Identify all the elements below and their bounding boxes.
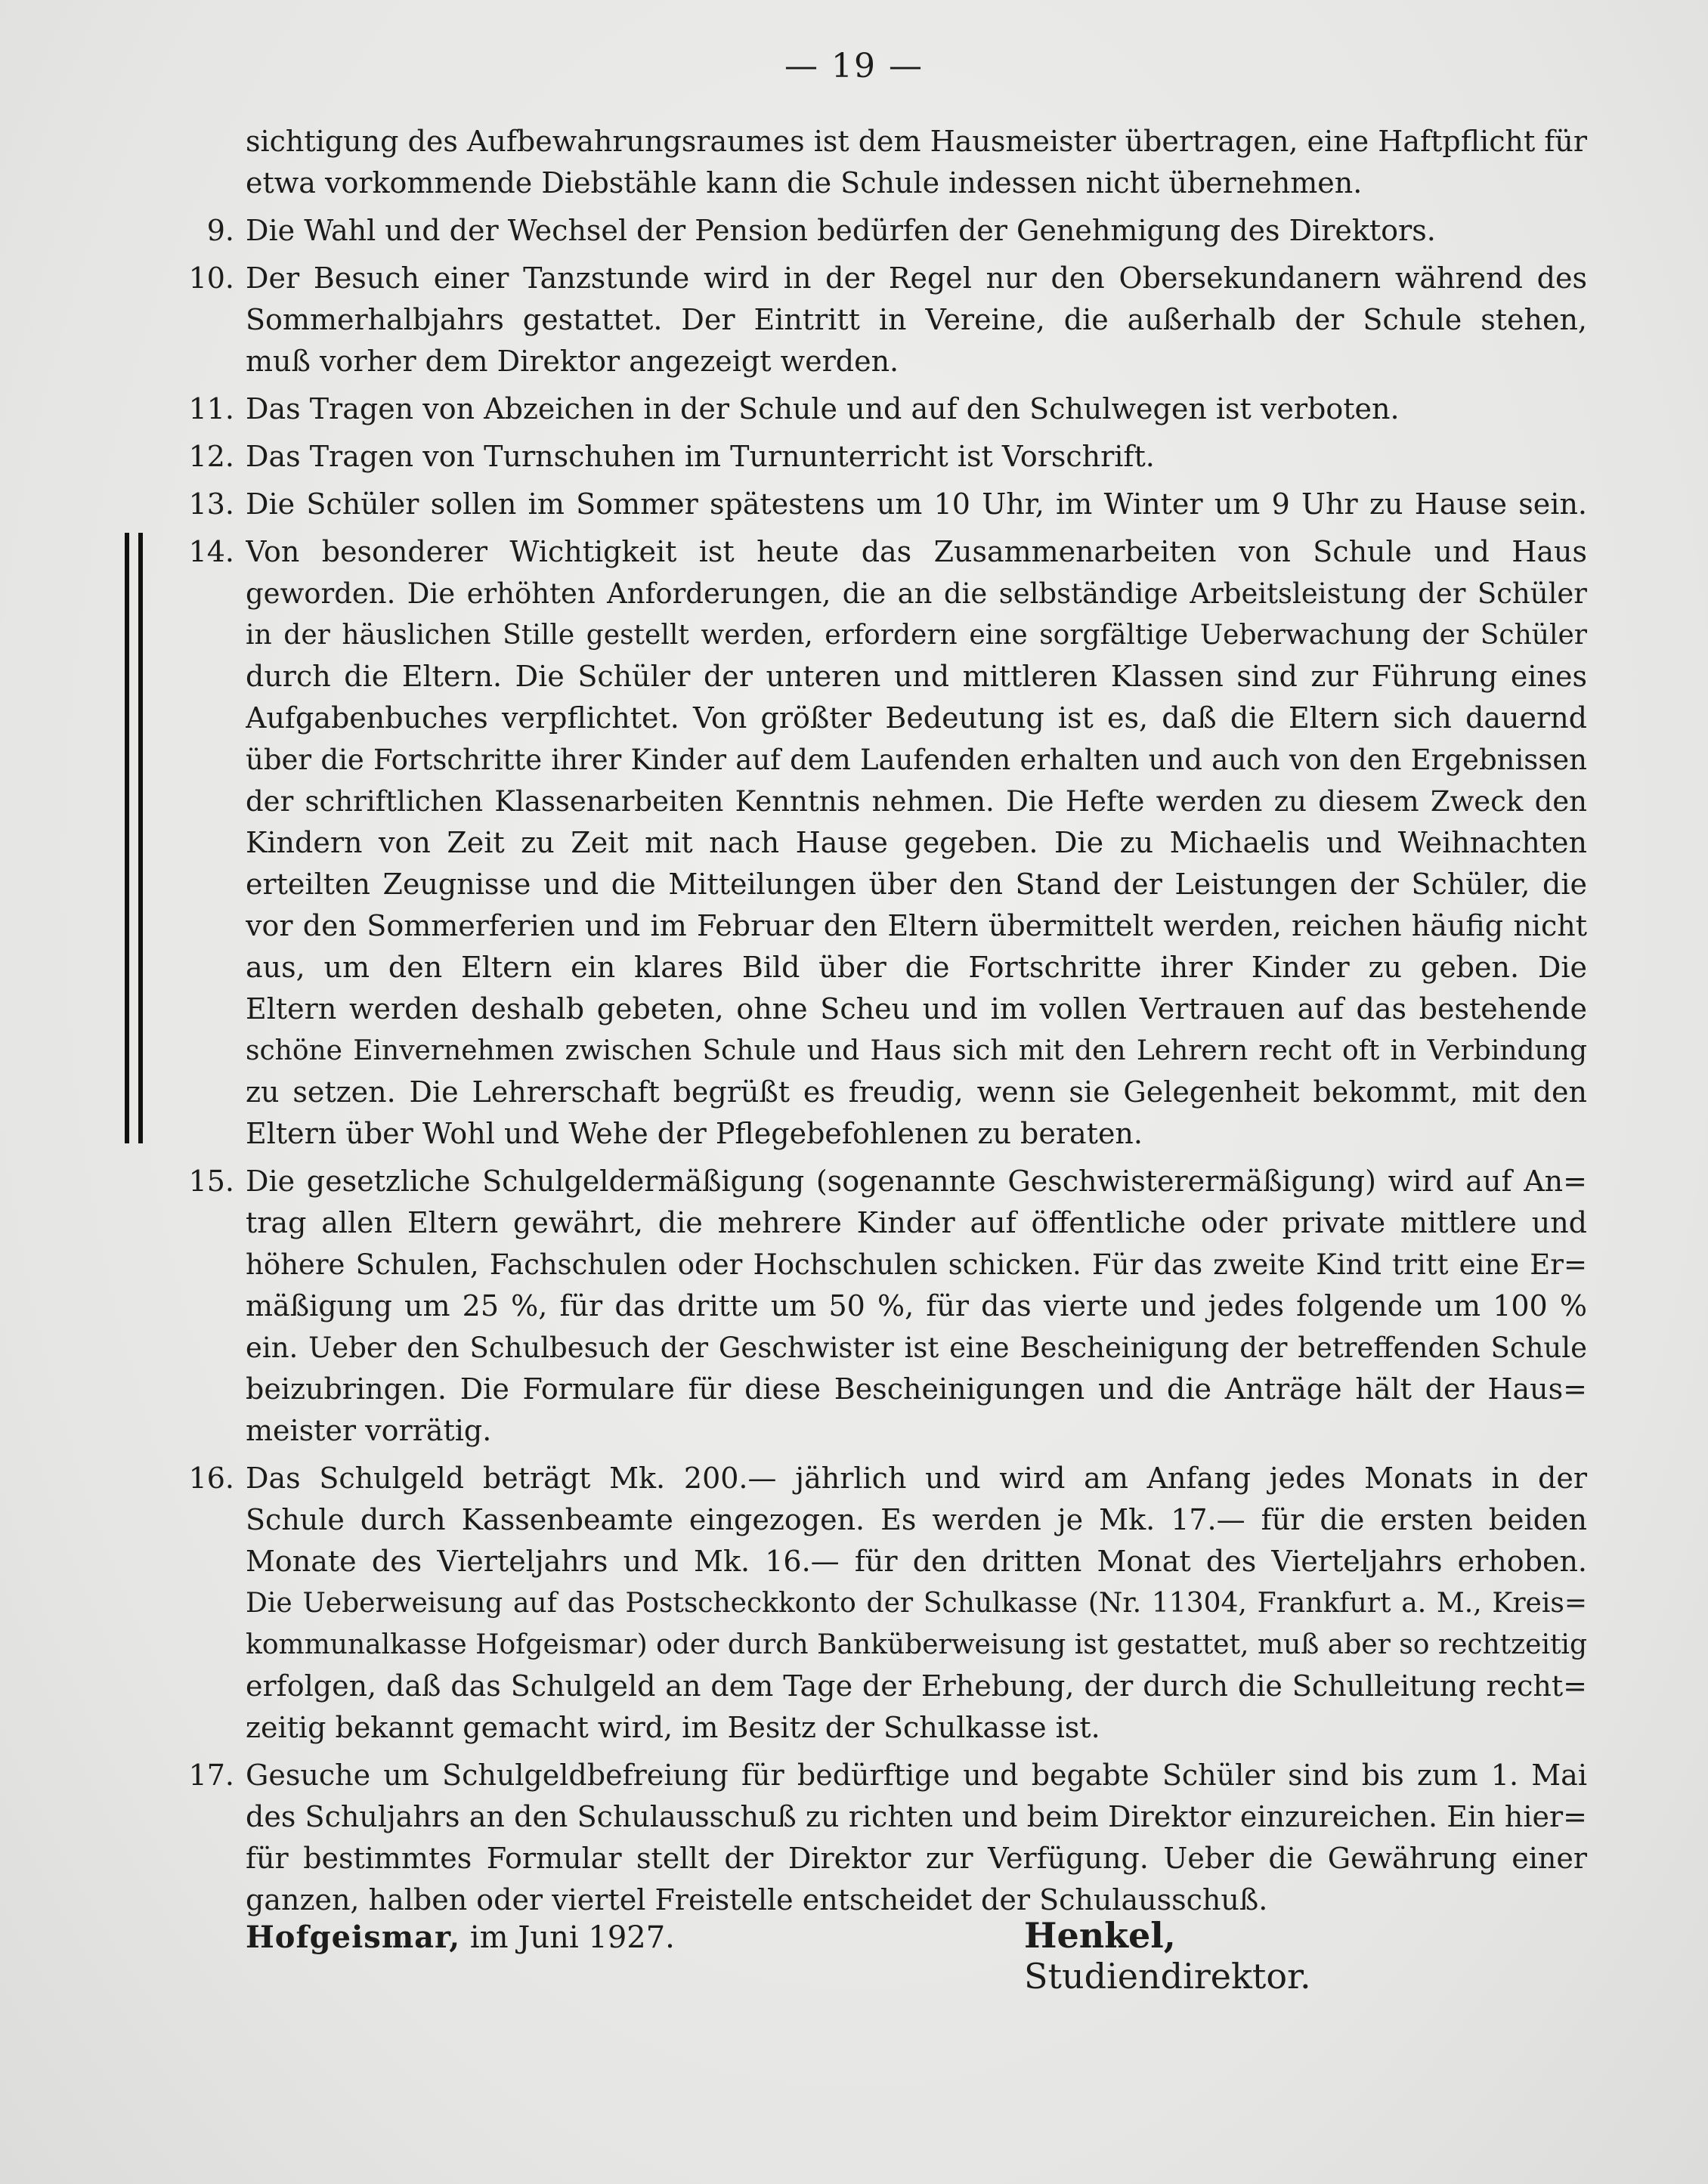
margin-marker-bar (138, 533, 143, 1143)
text-line: meister vorrätig. (246, 1414, 492, 1447)
text-line: Das Tragen von Abzeichen in der Schule und auf den Schulwegen ist verboten. (246, 392, 1400, 425)
text-line: Die Ueberweisung auf das Postscheckkonto der Schulkasse (Nr. 11304, Frankfurt a. M., Kreis= (246, 1588, 1587, 1619)
item-number: 12. (188, 440, 234, 473)
text-line: kommunalkasse Hofgeismar) oder durch Banküberweisung ist gestattet, muß aber so rechtzeitig (246, 1629, 1587, 1660)
text-line: Eltern über Wohl und Wehe der Pflegebefohlenen zu beraten. (246, 1117, 1143, 1150)
text-line: Der Besuch einer Tanzstunde wird in der Regel nur den Obersekundanern während des (246, 261, 1587, 295)
text-line: trag allen Eltern gewährt, die mehrere Kinder auf öffentliche oder private mittlere und (246, 1206, 1587, 1239)
text-line: mäßigung um 25 %, für das dritte um 50 %, für das vierte und jedes folgende um 100 % (246, 1289, 1587, 1322)
date-text: im Juni 1927. (469, 1920, 675, 1955)
text-line: Gesuche um Schulgeldbefreiung für bedürftige und begabte Schüler sind bis zum 1. Mai (246, 1759, 1587, 1792)
text-line: für bestimmtes Formular stellt der Direktor zur Verfügung. Ueber die Gewährung einer (246, 1842, 1587, 1875)
rule-item-17 (159, 1755, 1587, 1921)
rule-item-16 (159, 1458, 1587, 1749)
text-line: höhere Schulen, Fachschulen oder Hochschulen schicken. Für das zweite Kind tritt eine Er= (246, 1248, 1587, 1281)
item-number: 13. (188, 487, 234, 521)
item-number: 11. (188, 392, 234, 425)
item-number: 17. (188, 1759, 234, 1792)
text-line: Sommerhalbjahrs gestattet. Der Eintritt in Vereine, die außerhalb der Schule stehen, (246, 303, 1587, 336)
text-line: durch die Eltern. Die Schüler der unteren und mittleren Klassen sind zur Führung eines (246, 660, 1587, 693)
text-line: Die Schüler sollen im Sommer spätestens um 10 Uhr, im Winter um 9 Uhr zu Hause sein. (246, 487, 1587, 521)
item-number: 14. (188, 535, 234, 568)
rule-item-14 (159, 531, 1587, 1155)
text-line: vor den Sommerferien und im Februar den Eltern übermittelt werden, reichen häufig nicht (246, 909, 1587, 942)
text-line: Schule durch Kassenbeamte eingezogen. Es werden je Mk. 17.— für die ersten beiden (246, 1503, 1587, 1536)
text-line: Das Schulgeld beträgt Mk. 200.— jährlich und wird am Anfang jedes Monats in der (246, 1462, 1587, 1495)
text-line: sichtigung des Aufbewahrungsraumes ist dem Hausmeister übertragen, eine Haftpflicht für (246, 125, 1587, 158)
text-line: erfolgen, daß das Schulgeld an dem Tage der Erhebung, der durch die Schulleitung recht= (246, 1669, 1587, 1703)
signature-block (246, 1915, 1455, 1997)
text-line: muß vorher dem Direktor angezeigt werden. (246, 345, 899, 378)
text-line: Kindern von Zeit zu Zeit mit nach Hause gegeben. Die zu Michaelis und Weihnachten (246, 826, 1587, 859)
place-name: Hofgeismar, (246, 1920, 461, 1955)
text-line: Eltern werden deshalb gebeten, ohne Scheu und im vollen Vertrauen auf das bestehende (246, 992, 1587, 1025)
rule-item-13 (159, 484, 1587, 525)
signatory-title: Studiendirektor. (1024, 1956, 1311, 1997)
text-line: zu setzen. Die Lehrerschaft begrüßt es freudig, wenn sie Gelegenheit bekommt, mit den (246, 1075, 1587, 1109)
rule-item-9 (159, 210, 1587, 252)
text-line: aus, um den Eltern ein klares Bild über die Fortschritte ihrer Kinder zu geben. Die (246, 951, 1587, 984)
text-line: des Schuljahrs an den Schulausschuß zu richten und beim Direktor einzureichen. Ein hier= (246, 1800, 1587, 1833)
body-text (159, 121, 1587, 1921)
rule-item-15 (159, 1161, 1587, 1452)
text-line: der schriftlichen Klassenarbeiten Kenntnis nehmen. Die Hefte werden zu diesem Zweck den (246, 785, 1587, 818)
place-date (246, 1920, 675, 1955)
text-line: über die Fortschritte ihrer Kinder auf dem Laufenden erhalten und auch von den Ergebnissen (246, 744, 1587, 776)
signatory (1024, 1915, 1455, 1997)
text-line: ein. Ueber den Schulbesuch der Geschwister ist eine Bescheinigung der betreffenden Schule (246, 1332, 1587, 1364)
text-line: zeitig bekannt gemacht wird, im Besitz der Schulkasse ist. (246, 1711, 1100, 1744)
page-number: — 19 — (784, 47, 924, 85)
text-line: erteilten Zeugnisse und die Mitteilungen über den Stand der Leistungen der Schüler, die (246, 868, 1587, 901)
rule-item-12 (159, 436, 1587, 478)
text-line: Aufgabenbuches verpflichtet. Von größter Bedeutung ist es, daß die Eltern sich dauernd (246, 701, 1587, 735)
text-line: Die Wahl und der Wechsel der Pension bedürfen der Genehmigung des Direktors. (246, 214, 1436, 247)
rule-item-10 (159, 258, 1587, 382)
item-number: 16. (188, 1462, 234, 1495)
text-line: Die gesetzliche Schulgeldermäßigung (sogenannte Geschwisterermäßigung) wird auf An= (246, 1165, 1587, 1198)
margin-marker-bar (125, 533, 129, 1143)
text-line: schöne Einvernehmen zwischen Schule und Haus sich mit den Lehrern recht oft in Verbindung (246, 1035, 1587, 1066)
text-line: Das Tragen von Turnschuhen im Turnunterricht ist Vorschrift. (246, 440, 1155, 473)
text-line: Monate des Vierteljahrs und Mk. 16.— für den dritten Monat des Vierteljahrs erhoben. (246, 1545, 1587, 1578)
intro-paragraph (159, 121, 1587, 204)
signatory-name: Henkel, (1024, 1915, 1176, 1956)
item-number: 10. (188, 261, 234, 295)
text-line: etwa vorkommende Diebstähle kann die Schule indessen nicht übernehmen. (246, 166, 1363, 200)
text-line: geworden. Die erhöhten Anforderungen, die an die selbständige Arbeitsleistung der Schüler (246, 577, 1587, 610)
text-line: ganzen, halben oder viertel Freistelle entscheidet der Schulausschuß. (246, 1883, 1268, 1916)
item-number: 15. (188, 1165, 234, 1198)
text-line: in der häuslichen Stille gestellt werden, erfordern eine sorgfältige Ueberwachung der Schüler (246, 620, 1587, 651)
text-line: Von besonderer Wichtigkeit ist heute das Zusammenarbeiten von Schule und Haus (246, 535, 1587, 568)
text-line: beizubringen. Die Formulare für diese Bescheinigungen und die Anträge hält der Haus= (246, 1372, 1587, 1406)
rule-item-11 (159, 388, 1587, 430)
item-number: 9. (206, 214, 234, 247)
